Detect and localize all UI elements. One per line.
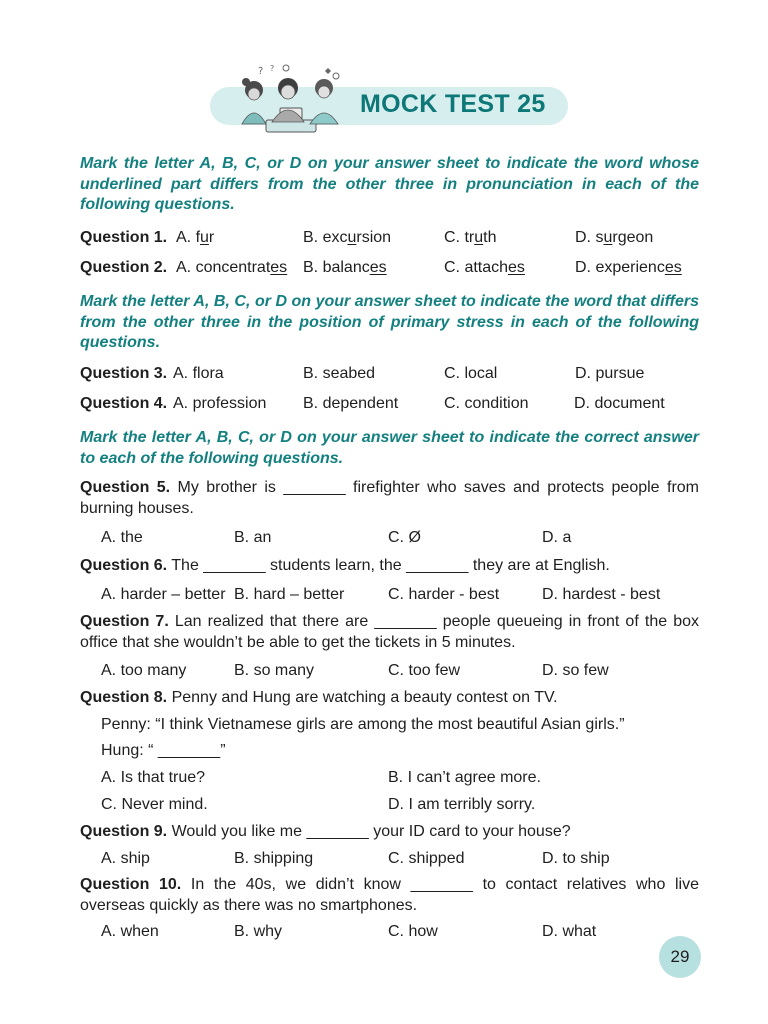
page-number: 29 <box>659 936 701 978</box>
question-3 <box>80 364 167 384</box>
option-d: D. I am terribly sorry. <box>388 796 536 813</box>
option-d: D. surgeon <box>575 229 654 246</box>
question-label: Question 2. <box>80 259 168 276</box>
option-c: C. attaches <box>444 259 525 276</box>
question-label: Question 8. <box>80 689 168 706</box>
option-a: A. Is that true? <box>101 769 206 786</box>
option-a: A. ship <box>101 850 150 867</box>
section3-instruction: Mark the letter A, B, C, or D on your answer sheet to indicate the correct answer to each of the following questions. <box>80 429 699 467</box>
question-label: Question 10. <box>80 876 182 893</box>
option-a: A. too many <box>101 662 187 679</box>
students-illustration <box>236 62 348 138</box>
question-label: Question 4. <box>80 395 168 412</box>
section2-instruction: Mark the letter A, B, C, or D on your answer sheet to indicate the word that differs from the other three in the position of primary stress in each of the following questions. <box>80 293 699 351</box>
svg-text:?: ? <box>270 64 275 73</box>
option-a: A. concentrates <box>176 259 288 276</box>
question-label: Question 7. <box>80 613 169 630</box>
option-b: B. hard – better <box>234 586 345 603</box>
option-d: D. document <box>574 395 665 412</box>
question-4 <box>80 394 167 414</box>
option-d: D. what <box>542 923 597 940</box>
question-9 <box>80 821 699 842</box>
question-10 <box>80 874 699 916</box>
dialogue-line-penny: Penny: “I think Vietnamese girls are among the most beautiful Asian girls.” <box>101 716 625 733</box>
option-d: D. to ship <box>542 850 610 867</box>
question-8 <box>80 687 699 708</box>
question-2 <box>80 258 167 278</box>
question-1 <box>80 228 167 248</box>
option-c: C. truth <box>444 229 497 246</box>
question-text: Lan realized that there are _______ people queueing in front of the box office that she wouldn’t be able to get the tickets in 5 minutes. <box>80 613 699 651</box>
option-d: D. experiences <box>575 259 682 276</box>
option-d: D. pursue <box>575 365 645 382</box>
question-label: Question 6. <box>80 557 168 574</box>
option-d: D. hardest - best <box>542 586 661 603</box>
option-b: B. so many <box>234 662 315 679</box>
question-label: Question 9. <box>80 823 168 840</box>
svg-text:?: ? <box>258 66 264 77</box>
question-text: Penny and Hung are watching a beauty contest on TV. <box>171 689 558 706</box>
question-label: Question 1. <box>80 229 168 246</box>
option-b: B. seabed <box>303 365 376 382</box>
option-a: A. harder – better <box>101 586 226 603</box>
option-c: C. condition <box>444 395 529 412</box>
question-7 <box>80 611 699 653</box>
option-c: C. how <box>388 923 438 940</box>
option-c: C. local <box>444 365 498 382</box>
option-b: B. shipping <box>234 850 314 867</box>
option-c: C. shipped <box>388 850 465 867</box>
option-c: C. harder - best <box>388 586 500 603</box>
question-text: In the 40s, we didn’t know _______ to contact relatives who live overseas quickly as there was no smartphones. <box>80 876 700 914</box>
option-a: A. flora <box>173 365 224 382</box>
question-text: My brother is _______ firefighter who saves and protects people from burning houses. <box>80 479 699 517</box>
question-5 <box>80 477 699 519</box>
option-a: A. the <box>101 529 143 546</box>
question-label: Question 5. <box>80 479 171 496</box>
option-d: D. a <box>542 529 572 546</box>
option-b: B. why <box>234 923 283 940</box>
option-c: C. Never mind. <box>101 796 208 813</box>
option-b: B. balances <box>303 259 387 276</box>
question-label: Question 3. <box>80 365 168 382</box>
section1-instruction: Mark the letter A, B, C, or D on your answer sheet to indicate the word whose underlined part differs from the other three in pronunciation in each of the following questions. <box>80 155 699 213</box>
question-text: The _______ students learn, the _______ they are at English. <box>171 557 610 574</box>
option-a: A. fur <box>176 229 215 246</box>
option-b: B. dependent <box>303 395 399 412</box>
option-b: B. an <box>234 529 272 546</box>
option-d: D. so few <box>542 662 609 679</box>
option-a: A. when <box>101 923 159 940</box>
option-c: C. too few <box>388 662 461 679</box>
option-c: C. Ø <box>388 529 421 546</box>
question-6 <box>80 555 699 576</box>
option-b: B. I can’t agree more. <box>388 769 541 786</box>
page-title: MOCK TEST 25 <box>360 90 546 118</box>
option-b: B. excursion <box>303 229 392 246</box>
option-a: A. profession <box>173 395 267 412</box>
dialogue-line-hung: Hung: “ _______” <box>101 742 226 759</box>
question-text: Would you like me _______ your ID card to your house? <box>171 823 571 840</box>
